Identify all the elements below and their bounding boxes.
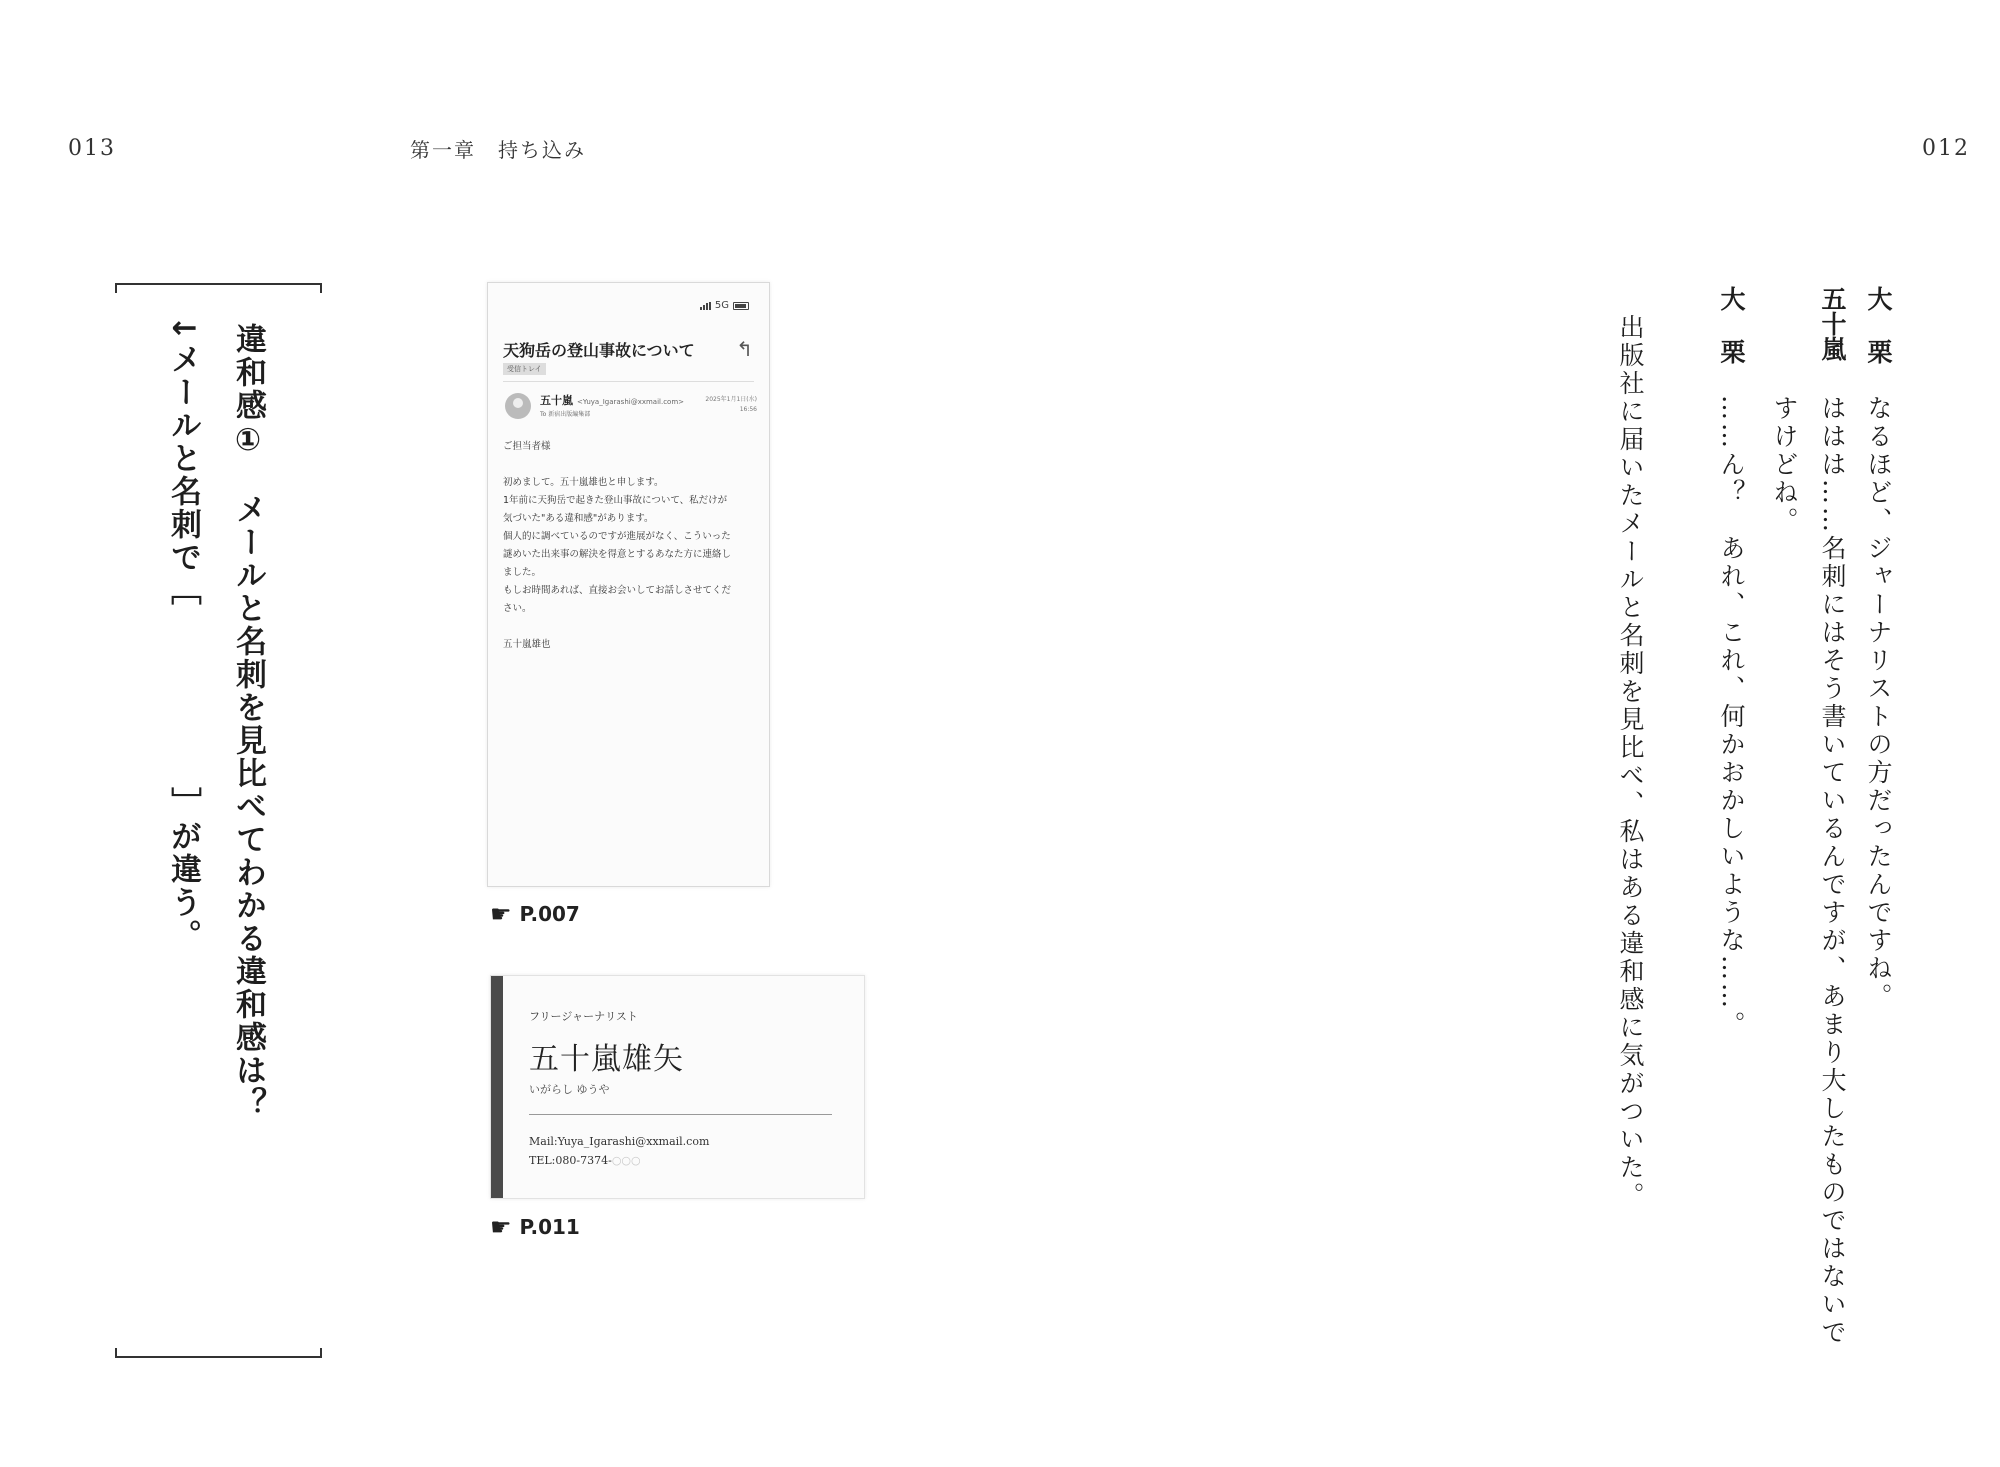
page-number-left: 013 [68, 136, 116, 161]
card-accent-bar [491, 976, 503, 1198]
email-date: 2025年1月1日(水) 16:56 [705, 396, 757, 413]
dialogue-block-3 [1719, 286, 1744, 366]
business-card [490, 975, 865, 1199]
bracket-bottom [115, 1348, 322, 1358]
email-sender: 五十嵐 <Yuya_Igarashi@xxmail.com> [540, 394, 685, 407]
dialogue-block-2 [1820, 286, 1845, 361]
dialogue-line: なるほど、ジャーナリストの方だったんですね。 [1864, 395, 1893, 1011]
page-number-right: 012 [1922, 136, 1970, 161]
dialogue-line-continued: すけどね。 [1770, 395, 1799, 535]
page-reference: ☛ P.011 [490, 1213, 580, 1241]
signal-icon [700, 302, 711, 310]
dialogue-line: ははは……名刺にはそう書いているんですが、あまり大したものではないで [1818, 395, 1847, 1347]
divider [503, 381, 754, 382]
question-text: 違和感① メールと名刺を見比べてわかる違和感は？ [230, 323, 266, 1120]
reply-icon: ↰ [736, 337, 753, 361]
speaker-name: 大栗 [1864, 286, 1893, 364]
speaker-name: 大栗 [1717, 286, 1746, 364]
answer-prompt: ↓メールと名刺で［］が違う。 [165, 315, 201, 952]
bracket-top [115, 283, 322, 293]
pointing-hand-icon: ☛ [490, 1213, 512, 1241]
email-screenshot [487, 282, 770, 887]
pointing-hand-icon: ☛ [490, 900, 512, 928]
inbox-tag: 受信トレイ [503, 363, 546, 375]
email-subject: 天狗岳の登山事故について [503, 341, 695, 360]
speaker-name: 五十嵐 [1818, 286, 1847, 361]
avatar [505, 393, 531, 419]
question-box [115, 283, 322, 1358]
email-body: ご担当者様 初めまして。五十嵐雄也と申します。 1年前に天狗岳で起きた登山事故について、私だけが 気づいた"ある違和感"があります。 個人的に調べているのですが進展がなく、こういった 謎めいた出来事の解決を得意とするあなた方に連絡し ました。 もしお時間あれば、直接お会いしてお話しさせてくだ さい。 五十嵐雄也 [503, 441, 732, 650]
page-reference: ☛ P.007 [490, 900, 580, 928]
dialogue-block-1 [1866, 286, 1891, 366]
status-bar: 5G [700, 300, 749, 311]
card-role: フリージャーナリスト [529, 1010, 638, 1023]
chapter-title: 第一章 持ち込み [410, 138, 586, 162]
narration-text: 出版社に届いたメールと名刺を見比べ、私はある違和感に気がついた。 [1616, 314, 1645, 1210]
battery-icon [733, 302, 749, 310]
email-recipient: To 新宿出版編集部 [540, 411, 591, 418]
card-name: 五十嵐雄矢 [529, 1042, 684, 1077]
card-mail: Mail:Yuya_Igarashi@xxmail.com [529, 1135, 710, 1148]
card-tel: TEL:080-7374-○○○ [529, 1154, 641, 1167]
card-kana: いがらし ゆうや [529, 1083, 610, 1096]
divider [529, 1114, 832, 1115]
dialogue-line: ……ん？ あれ、これ、何かおかしいような……。 [1717, 395, 1746, 1039]
